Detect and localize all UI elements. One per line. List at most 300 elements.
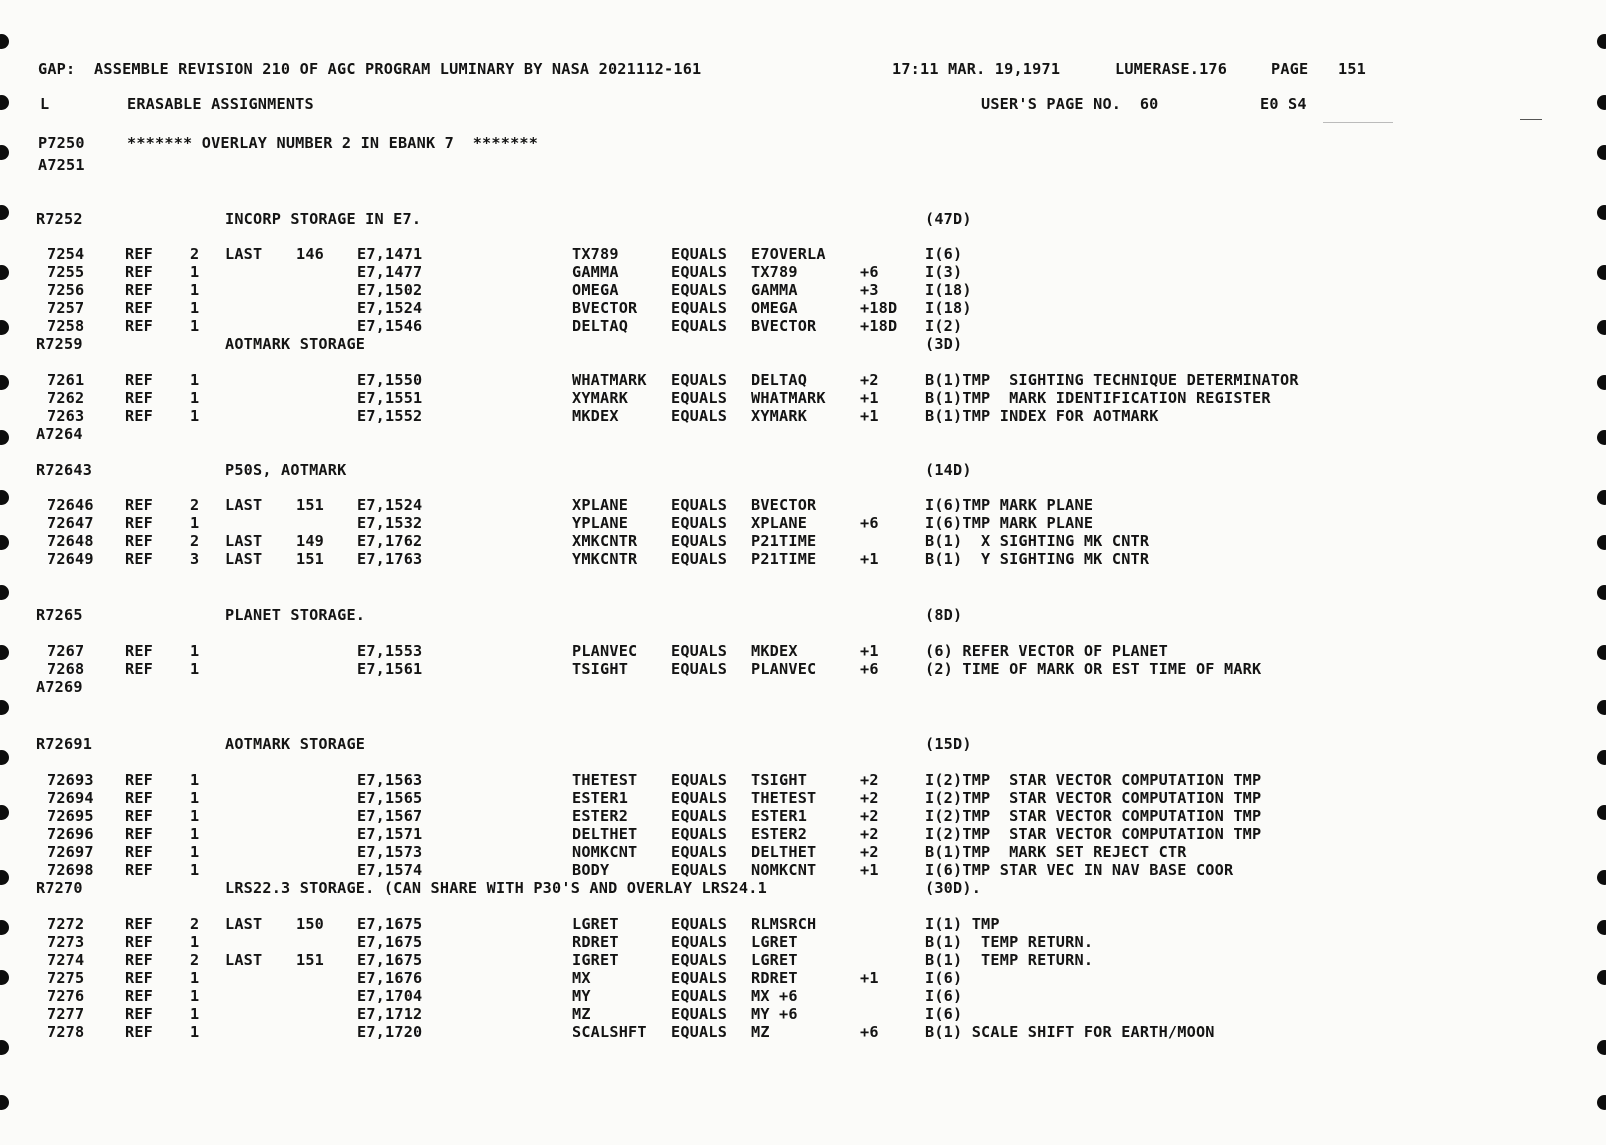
erasable-address: E7,1574 xyxy=(357,861,423,879)
erasable-address: E7,1551 xyxy=(357,389,423,407)
opcode: EQUALS xyxy=(671,987,728,1005)
sprocket-hole xyxy=(0,645,9,660)
ref-count: 2 xyxy=(190,951,200,969)
ref-count: 2 xyxy=(190,496,200,514)
operand: MKDEX xyxy=(751,642,798,660)
line-sequence: R72691 xyxy=(36,735,93,753)
comment: I(3) xyxy=(925,263,963,281)
sprocket-hole xyxy=(0,700,9,715)
sprocket-hole xyxy=(0,320,9,335)
sprocket-hole xyxy=(1597,805,1606,820)
erasable-address: E7,1502 xyxy=(357,281,423,299)
section-heading: AOTMARK STORAGE xyxy=(225,335,366,353)
sprocket-hole xyxy=(0,1040,9,1055)
erasable-address: E7,1552 xyxy=(357,407,423,425)
ref-keyword: REF xyxy=(125,843,154,861)
header-page-number: 151 xyxy=(1338,60,1367,78)
comment: B(1) TEMP RETURN. xyxy=(925,933,1094,951)
ref-count: 2 xyxy=(190,532,200,550)
comment: I(6) xyxy=(925,969,963,987)
overlay-line xyxy=(0,133,539,153)
erasable-address: E7,1561 xyxy=(357,660,423,678)
symbol-name: RDRET xyxy=(572,933,619,951)
line-sequence: 72648 xyxy=(47,532,94,550)
operand: XYMARK xyxy=(751,407,808,425)
opcode: EQUALS xyxy=(671,969,728,987)
line-sequence: 7267 xyxy=(47,642,85,660)
ref-keyword: REF xyxy=(125,317,154,335)
opcode: EQUALS xyxy=(671,514,728,532)
header-title: GAP: ASSEMBLE REVISION 210 OF AGC PROGRAM LUMINARY BY NASA 2021112-161 xyxy=(38,60,702,78)
comment: B(1)TMP MARK SET REJECT CTR xyxy=(925,843,1187,861)
symbol-name: GAMMA xyxy=(572,263,619,281)
comment: I(2) xyxy=(925,317,963,335)
sprocket-hole xyxy=(1597,970,1606,985)
erasable-address: E7,1675 xyxy=(357,915,423,933)
ref-count: 3 xyxy=(190,550,200,568)
ref-keyword: REF xyxy=(125,550,154,568)
sprocket-hole xyxy=(1597,585,1606,600)
last-page: 151 xyxy=(296,496,325,514)
symbol-name: ESTER1 xyxy=(572,789,629,807)
symbol-name: LGRET xyxy=(572,915,619,933)
operand-offset: +18D xyxy=(860,299,898,317)
operand-offset: +1 xyxy=(860,389,879,407)
erasable-address: E7,1567 xyxy=(357,807,423,825)
ref-keyword: REF xyxy=(125,407,154,425)
ref-keyword: REF xyxy=(125,915,154,933)
ref-keyword: REF xyxy=(125,532,154,550)
line-sequence: R72643 xyxy=(36,461,93,479)
operand: NOMKCNT xyxy=(751,861,817,879)
erasable-address: E7,1524 xyxy=(357,496,423,514)
line-sequence: 72646 xyxy=(47,496,94,514)
line-sequence: 72695 xyxy=(47,807,94,825)
symbol-name: BVECTOR xyxy=(572,299,638,317)
ref-keyword: REF xyxy=(125,245,154,263)
opcode: EQUALS xyxy=(671,789,728,807)
operand: WHATMARK xyxy=(751,389,826,407)
section-size: (14D) xyxy=(925,461,972,479)
header-line xyxy=(0,59,1367,79)
sprocket-hole xyxy=(1597,205,1606,220)
comment: I(2)TMP STAR VECTOR COMPUTATION TMP xyxy=(925,789,1262,807)
erasable-address: E7,1675 xyxy=(357,951,423,969)
sprocket-hole xyxy=(0,34,9,49)
operand: MY +6 xyxy=(751,1005,798,1023)
line-sequence: 72697 xyxy=(47,843,94,861)
section-heading: AOTMARK STORAGE xyxy=(225,735,366,753)
operand: TSIGHT xyxy=(751,771,808,789)
operand: THETEST xyxy=(751,789,817,807)
line-sequence: A7269 xyxy=(36,678,83,696)
symbol-name: XMKCNTR xyxy=(572,532,638,550)
line-sequence: 7257 xyxy=(47,299,85,317)
last-keyword: LAST xyxy=(225,245,263,263)
symbol-name: MY xyxy=(572,987,591,1005)
ref-keyword: REF xyxy=(125,933,154,951)
comment: B(1) X SIGHTING MK CNTR xyxy=(925,532,1150,550)
erasable-address: E7,1563 xyxy=(357,771,423,789)
sprocket-hole xyxy=(0,585,9,600)
header-filename: LUMERASE.176 xyxy=(1115,60,1228,78)
section-heading: P50S, AOTMARK xyxy=(225,461,347,479)
operand: PLANVEC xyxy=(751,660,817,678)
symbol-name: IGRET xyxy=(572,951,619,969)
symbol-name: DELTAQ xyxy=(572,317,629,335)
line-sequence: 7263 xyxy=(47,407,85,425)
ref-count: 1 xyxy=(190,825,200,843)
section-code: E0 S4 xyxy=(1260,95,1307,113)
operand: DELTHET xyxy=(751,843,817,861)
ref-keyword: REF xyxy=(125,660,154,678)
sprocket-hole xyxy=(0,1095,9,1110)
line-sequence: 72649 xyxy=(47,550,94,568)
symbol-name: XPLANE xyxy=(572,496,629,514)
ref-keyword: REF xyxy=(125,987,154,1005)
symbol-name: ESTER2 xyxy=(572,807,629,825)
sprocket-hole xyxy=(1597,95,1606,110)
operand-offset: +6 xyxy=(860,660,879,678)
section-heading: INCORP STORAGE IN E7. xyxy=(225,210,422,228)
sprocket-hole xyxy=(1597,700,1606,715)
opcode: EQUALS xyxy=(671,933,728,951)
opcode: EQUALS xyxy=(671,407,728,425)
opcode: EQUALS xyxy=(671,771,728,789)
opcode: EQUALS xyxy=(671,915,728,933)
opcode: EQUALS xyxy=(671,281,728,299)
line-sequence: 72698 xyxy=(47,861,94,879)
operand: ESTER2 xyxy=(751,825,808,843)
comment: B(1)TMP MARK IDENTIFICATION REGISTER xyxy=(925,389,1271,407)
opcode: EQUALS xyxy=(671,263,728,281)
sprocket-hole xyxy=(0,490,9,505)
operand-offset: +2 xyxy=(860,807,879,825)
symbol-name: NOMKCNT xyxy=(572,843,638,861)
erasable-address: E7,1532 xyxy=(357,514,423,532)
opcode: EQUALS xyxy=(671,371,728,389)
ref-count: 1 xyxy=(190,789,200,807)
symbol-name: WHATMARK xyxy=(572,371,647,389)
sprocket-hole xyxy=(1597,750,1606,765)
comment: I(2)TMP STAR VECTOR COMPUTATION TMP xyxy=(925,825,1262,843)
sprocket-hole xyxy=(1597,34,1606,49)
sprocket-hole xyxy=(1597,145,1606,160)
sprocket-hole xyxy=(0,970,9,985)
ref-keyword: REF xyxy=(125,861,154,879)
erasable-address: E7,1571 xyxy=(357,825,423,843)
last-keyword: LAST xyxy=(225,532,263,550)
ref-count: 1 xyxy=(190,281,200,299)
erasable-address: E7,1712 xyxy=(357,1005,423,1023)
last-page: 149 xyxy=(296,532,325,550)
symbol-name: DELTHET xyxy=(572,825,638,843)
section-size: (47D) xyxy=(925,210,972,228)
section-size: (15D) xyxy=(925,735,972,753)
line-sequence: 72696 xyxy=(47,825,94,843)
ref-keyword: REF xyxy=(125,825,154,843)
sprocket-hole xyxy=(1597,1040,1606,1055)
ref-count: 1 xyxy=(190,933,200,951)
line-sequence: 72693 xyxy=(47,771,94,789)
symbol-name: TX789 xyxy=(572,245,619,263)
comment: B(1) Y SIGHTING MK CNTR xyxy=(925,550,1150,568)
symbol-name: TSIGHT xyxy=(572,660,629,678)
section-size: (30D). xyxy=(925,879,982,897)
opcode: EQUALS xyxy=(671,317,728,335)
opcode: EQUALS xyxy=(671,660,728,678)
comment: I(6)TMP MARK PLANE xyxy=(925,496,1094,514)
comment: I(18) xyxy=(925,299,972,317)
ref-keyword: REF xyxy=(125,389,154,407)
ref-keyword: REF xyxy=(125,371,154,389)
last-page: 146 xyxy=(296,245,325,263)
header-datetime: 17:11 MAR. 19,1971 xyxy=(892,60,1061,78)
opcode: EQUALS xyxy=(671,389,728,407)
comment: B(1) TEMP RETURN. xyxy=(925,951,1094,969)
opcode: EQUALS xyxy=(671,951,728,969)
line-sequence: A7264 xyxy=(36,425,83,443)
line-sequence: R7265 xyxy=(36,606,83,624)
erasable-address: E7,1524 xyxy=(357,299,423,317)
symbol-name: OMEGA xyxy=(572,281,619,299)
operand-offset: +1 xyxy=(860,861,879,879)
operand: TX789 xyxy=(751,263,798,281)
ref-keyword: REF xyxy=(125,281,154,299)
subheader-line xyxy=(0,94,1307,114)
line-sequence: 7258 xyxy=(47,317,85,335)
ref-count: 1 xyxy=(190,299,200,317)
ref-count: 1 xyxy=(190,389,200,407)
ref-count: 2 xyxy=(190,245,200,263)
operand: LGRET xyxy=(751,933,798,951)
comment: I(18) xyxy=(925,281,972,299)
line-sequence: 7277 xyxy=(47,1005,85,1023)
operand: RLMSRCH xyxy=(751,915,817,933)
erasable-address: E7,1471 xyxy=(357,245,423,263)
overlay-seq: P7250 xyxy=(38,134,85,152)
last-keyword: LAST xyxy=(225,915,263,933)
ref-count: 1 xyxy=(190,371,200,389)
ref-keyword: REF xyxy=(125,951,154,969)
comment: I(6) xyxy=(925,1005,963,1023)
operand-offset: +2 xyxy=(860,789,879,807)
operand: BVECTOR xyxy=(751,317,817,335)
line-sequence: 7255 xyxy=(47,263,85,281)
ref-keyword: REF xyxy=(125,807,154,825)
line-sequence: 7278 xyxy=(47,1023,85,1041)
comment: I(2)TMP STAR VECTOR COMPUTATION TMP xyxy=(925,807,1262,825)
comment: (2) TIME OF MARK OR EST TIME OF MARK xyxy=(925,660,1262,678)
erasable-address: E7,1762 xyxy=(357,532,423,550)
section-heading: PLANET STORAGE. xyxy=(225,606,366,624)
line-sequence: 7262 xyxy=(47,389,85,407)
operand: OMEGA xyxy=(751,299,798,317)
operand: MX +6 xyxy=(751,987,798,1005)
symbol-name: PLANVEC xyxy=(572,642,638,660)
section-heading: LRS22.3 STORAGE. (CAN SHARE WITH P30'S AND OVERLAY LRS24.1 xyxy=(225,879,767,897)
erasable-address: E7,1565 xyxy=(357,789,423,807)
operand-offset: +6 xyxy=(860,514,879,532)
sprocket-hole xyxy=(0,265,9,280)
operand: P21TIME xyxy=(751,550,817,568)
line-sequence: 7256 xyxy=(47,281,85,299)
sprocket-hole xyxy=(0,375,9,390)
sprocket-hole xyxy=(0,805,9,820)
comment: I(6) xyxy=(925,245,963,263)
comment: I(6)TMP MARK PLANE xyxy=(925,514,1094,532)
line-sequence: 7273 xyxy=(47,933,85,951)
erasable-address: E7,1676 xyxy=(357,969,423,987)
line-sequence: 7268 xyxy=(47,660,85,678)
symbol-name: YPLANE xyxy=(572,514,629,532)
erasable-address: E7,1550 xyxy=(357,371,423,389)
ref-keyword: REF xyxy=(125,642,154,660)
opcode: EQUALS xyxy=(671,843,728,861)
ref-count: 1 xyxy=(190,843,200,861)
opcode: EQUALS xyxy=(671,825,728,843)
operand-offset: +2 xyxy=(860,771,879,789)
sprocket-hole xyxy=(1597,920,1606,935)
opcode: EQUALS xyxy=(671,245,728,263)
sprocket-hole xyxy=(0,920,9,935)
operand-offset: +6 xyxy=(860,263,879,281)
users-page-number: USER'S PAGE NO. 60 xyxy=(981,95,1159,113)
symbol-name: XYMARK xyxy=(572,389,629,407)
operand-offset: +1 xyxy=(860,407,879,425)
line-sequence: 72647 xyxy=(47,514,94,532)
pen-mark xyxy=(1323,122,1393,123)
overlay-banner: ******* OVERLAY NUMBER 2 IN EBANK 7 ******* xyxy=(127,134,539,152)
operand: GAMMA xyxy=(751,281,798,299)
operand: MZ xyxy=(751,1023,770,1041)
ref-count: 1 xyxy=(190,317,200,335)
symbol-name: THETEST xyxy=(572,771,638,789)
erasable-address: E7,1573 xyxy=(357,843,423,861)
log-label: L xyxy=(40,95,50,113)
section-title: ERASABLE ASSIGNMENTS xyxy=(127,95,314,113)
operand-offset: +2 xyxy=(860,843,879,861)
symbol-name: SCALSHFT xyxy=(572,1023,647,1041)
comment: I(1) TMP xyxy=(925,915,1000,933)
sprocket-hole xyxy=(1597,490,1606,505)
line-sequence: 7261 xyxy=(47,371,85,389)
last-keyword: LAST xyxy=(225,951,263,969)
last-page: 151 xyxy=(296,550,325,568)
erasable-address: E7,1704 xyxy=(357,987,423,1005)
ref-count: 1 xyxy=(190,987,200,1005)
comment: B(1)TMP SIGHTING TECHNIQUE DETERMINATOR xyxy=(925,371,1299,389)
ref-count: 1 xyxy=(190,1023,200,1041)
line-sequence: 7274 xyxy=(47,951,85,969)
header-page-label: PAGE xyxy=(1271,60,1309,78)
ref-count: 1 xyxy=(190,514,200,532)
operand: ESTER1 xyxy=(751,807,808,825)
ref-keyword: REF xyxy=(125,771,154,789)
sprocket-hole xyxy=(0,535,9,550)
ref-count: 1 xyxy=(190,642,200,660)
symbol-name: MKDEX xyxy=(572,407,619,425)
ref-keyword: REF xyxy=(125,496,154,514)
sprocket-hole xyxy=(1597,375,1606,390)
comment: I(2)TMP STAR VECTOR COMPUTATION TMP xyxy=(925,771,1262,789)
erasable-address: E7,1477 xyxy=(357,263,423,281)
last-keyword: LAST xyxy=(225,550,263,568)
erasable-address: E7,1763 xyxy=(357,550,423,568)
erasable-address: E7,1720 xyxy=(357,1023,423,1041)
line-sequence: R7270 xyxy=(36,879,83,897)
line-sequence: 7275 xyxy=(47,969,85,987)
erasable-address: E7,1675 xyxy=(357,933,423,951)
overlay-seq2: A7251 xyxy=(38,156,85,174)
operand: E7OVERLA xyxy=(751,245,826,263)
last-keyword: LAST xyxy=(225,496,263,514)
section-size: (8D) xyxy=(925,606,963,624)
erasable-address: E7,1546 xyxy=(357,317,423,335)
ref-count: 1 xyxy=(190,969,200,987)
opcode: EQUALS xyxy=(671,532,728,550)
sprocket-hole xyxy=(1597,265,1606,280)
line-sequence: 7272 xyxy=(47,915,85,933)
ref-count: 2 xyxy=(190,915,200,933)
operand-offset: +1 xyxy=(860,969,879,987)
operand-offset: +2 xyxy=(860,371,879,389)
symbol-name: MZ xyxy=(572,1005,591,1023)
line-sequence: R7252 xyxy=(36,210,83,228)
ref-keyword: REF xyxy=(125,969,154,987)
symbol-name: YMKCNTR xyxy=(572,550,638,568)
ref-count: 1 xyxy=(190,771,200,789)
ref-count: 1 xyxy=(190,263,200,281)
opcode: EQUALS xyxy=(671,299,728,317)
operand: P21TIME xyxy=(751,532,817,550)
opcode: EQUALS xyxy=(671,642,728,660)
sprocket-hole xyxy=(1597,645,1606,660)
operand-offset: +2 xyxy=(860,825,879,843)
opcode: EQUALS xyxy=(671,861,728,879)
symbol-name: BODY xyxy=(572,861,610,879)
operand-offset: +18D xyxy=(860,317,898,335)
operand-offset: +6 xyxy=(860,1023,879,1041)
ref-count: 1 xyxy=(190,807,200,825)
operand: BVECTOR xyxy=(751,496,817,514)
sprocket-hole xyxy=(0,430,9,445)
opcode: EQUALS xyxy=(671,807,728,825)
right-sprocket-holes xyxy=(1590,0,1606,1145)
comment: B(1) SCALE SHIFT FOR EARTH/MOON xyxy=(925,1023,1215,1041)
ref-keyword: REF xyxy=(125,1005,154,1023)
overlay-seq2-line xyxy=(0,155,85,175)
operand: RDRET xyxy=(751,969,798,987)
sprocket-hole xyxy=(1597,430,1606,445)
operand-offset: +3 xyxy=(860,281,879,299)
ref-count: 1 xyxy=(190,1005,200,1023)
ref-keyword: REF xyxy=(125,299,154,317)
opcode: EQUALS xyxy=(671,1023,728,1041)
comment: I(6)TMP STAR VEC IN NAV BASE COOR xyxy=(925,861,1234,879)
last-page: 151 xyxy=(296,951,325,969)
line-sequence: R7259 xyxy=(36,335,83,353)
ref-count: 1 xyxy=(190,660,200,678)
operand: DELTAQ xyxy=(751,371,808,389)
ref-keyword: REF xyxy=(125,514,154,532)
opcode: EQUALS xyxy=(671,496,728,514)
erasable-address: E7,1553 xyxy=(357,642,423,660)
operand-offset: +1 xyxy=(860,550,879,568)
sprocket-hole xyxy=(0,870,9,885)
ref-keyword: REF xyxy=(125,1023,154,1041)
last-page: 150 xyxy=(296,915,325,933)
